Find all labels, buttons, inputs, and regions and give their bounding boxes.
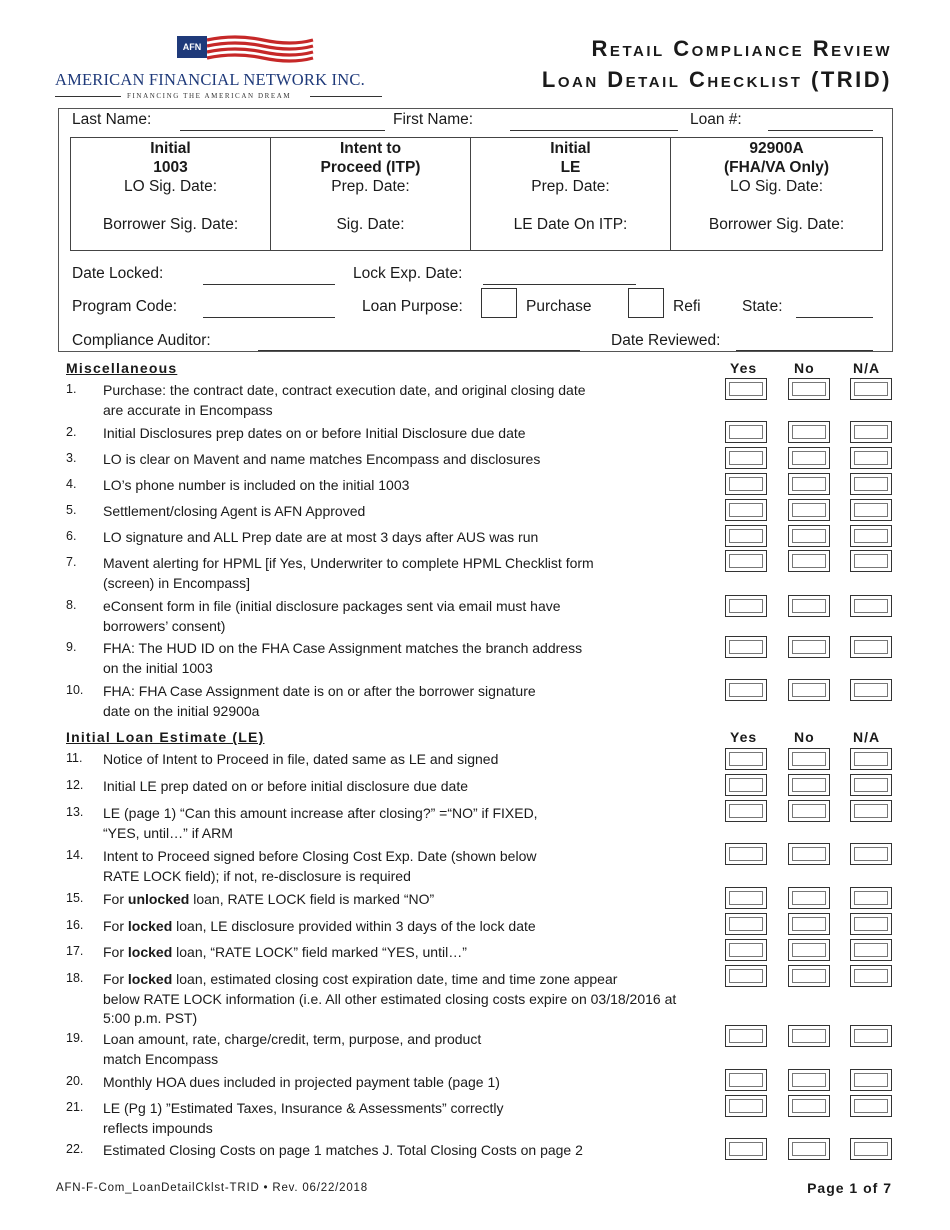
checkbox-no[interactable] xyxy=(788,595,830,617)
page-number: Page 1 of 7 xyxy=(807,1180,892,1196)
last-name-label: Last Name: xyxy=(72,111,152,128)
item-number: 12. xyxy=(66,778,84,792)
page-subtitle: Loan Detail Checklist (TRID) xyxy=(541,67,892,92)
checkbox-no[interactable] xyxy=(788,887,830,909)
checkbox-yes[interactable] xyxy=(725,421,767,443)
section-misc-title: Miscellaneous xyxy=(66,360,178,376)
checklist-item: LE (page 1) “Can this amount increase after closing?” =“NO” if FIXED, “YES, until…” if ARM xyxy=(103,805,538,841)
grid-col-le xyxy=(471,138,671,250)
col-yes-header: Yes xyxy=(730,729,758,745)
grid-header: 92900A (FHA/VA Only) xyxy=(723,140,830,176)
grid-header: Intent to Proceed (ITP) xyxy=(320,140,421,176)
checklist-item: Loan amount, rate, charge/credit, term, purpose, and product match Encompass xyxy=(103,1031,482,1067)
checkbox-yes[interactable] xyxy=(725,748,767,770)
checklist-item: LO is clear on Mavent and name matches Encompass and disclosures xyxy=(103,451,541,467)
checkbox-no[interactable] xyxy=(788,525,830,547)
checklist-item: For locked loan, LE disclosure provided within 3 days of the lock date xyxy=(103,918,536,934)
checkbox-na[interactable] xyxy=(850,748,892,770)
first-name-label: First Name: xyxy=(393,111,474,128)
item-number: 4. xyxy=(66,477,77,491)
checkbox-yes[interactable] xyxy=(725,1025,767,1047)
checklist-item: Purchase: the contract date, contract execution date, and original closing date are accurate in Encompass xyxy=(103,382,586,418)
item-number: 10. xyxy=(66,683,84,697)
checkbox-na[interactable] xyxy=(850,550,892,572)
col-na-header: N/A xyxy=(853,360,881,376)
date-reviewed-label: Date Reviewed: xyxy=(611,332,721,349)
checkbox-na[interactable] xyxy=(850,679,892,701)
checkbox-yes[interactable] xyxy=(725,499,767,521)
date-reviewed-field[interactable] xyxy=(736,350,873,351)
item-number: 22. xyxy=(66,1142,84,1156)
flag-stripes-icon xyxy=(205,34,315,64)
grid-col-itp xyxy=(271,138,471,250)
checklist-item: FHA: The HUD ID on the FHA Case Assignment matches the branch address on the initial 1003 xyxy=(103,640,583,676)
logo-abbr: AFN xyxy=(177,36,207,58)
grid-header: Initial LE xyxy=(550,140,591,176)
grid-col-92900a xyxy=(671,138,882,250)
item-number: 14. xyxy=(66,848,84,862)
checkbox-na[interactable] xyxy=(850,447,892,469)
item-number: 5. xyxy=(66,503,77,517)
checkbox-yes[interactable] xyxy=(725,473,767,495)
auditor-label: Compliance Auditor: xyxy=(72,332,211,349)
loan-number-field[interactable] xyxy=(768,130,873,131)
refi-checkbox[interactable] xyxy=(628,288,664,318)
form-id: AFN-F-Com_LoanDetailCklst-TRID • Rev. 06/22/2018 xyxy=(56,1182,368,1194)
program-code-label: Program Code: xyxy=(72,298,178,315)
item-number: 6. xyxy=(66,529,77,543)
checkbox-yes[interactable] xyxy=(725,774,767,796)
checkbox-no[interactable] xyxy=(788,499,830,521)
checkbox-na[interactable] xyxy=(850,473,892,495)
company-logo xyxy=(55,32,385,104)
checklist-item: Intent to Proceed signed before Closing Cost Exp. Date (shown below RATE LOCK field); if not, re-disclosure is required xyxy=(103,848,537,884)
checklist-item: FHA: FHA Case Assignment date is on or after the borrower signature date on the initial 92900a xyxy=(103,683,536,719)
checkbox-yes[interactable] xyxy=(725,887,767,909)
item-number: 11. xyxy=(66,751,83,765)
checkbox-yes[interactable] xyxy=(725,1069,767,1091)
checkbox-no[interactable] xyxy=(788,421,830,443)
purchase-checkbox[interactable] xyxy=(481,288,517,318)
checkbox-na[interactable] xyxy=(850,378,892,400)
checkbox-no[interactable] xyxy=(788,1095,830,1117)
checklist-item: For locked loan, estimated closing cost expiration date, time and time zone appear below RATE LOCK information (i.e. All other estimated closing costs expire on 03/18/2016 at 5:00 p.m. PST) xyxy=(103,971,677,1026)
checkbox-na[interactable] xyxy=(850,800,892,822)
checklist-item: LO signature and ALL Prep date are at most 3 days after AUS was run xyxy=(103,529,539,545)
checkbox-yes[interactable] xyxy=(725,965,767,987)
loan-number-label: Loan #: xyxy=(690,111,742,128)
grid-cell-label[interactable]: Sig. Date: xyxy=(336,216,405,233)
checkbox-no[interactable] xyxy=(788,473,830,495)
checklist-item: Estimated Closing Costs on page 1 matches J. Total Closing Costs on page 2 xyxy=(103,1142,583,1158)
checkbox-yes[interactable] xyxy=(725,843,767,865)
checkbox-na[interactable] xyxy=(850,1138,892,1160)
first-name-field[interactable] xyxy=(510,130,678,131)
checklist-item: Monthly HOA dues included in projected payment table (page 1) xyxy=(103,1074,500,1090)
checkbox-no[interactable] xyxy=(788,939,830,961)
purchase-label: Purchase xyxy=(526,298,592,315)
grid-cell-label[interactable]: Prep. Date: xyxy=(531,178,610,195)
col-na-header: N/A xyxy=(853,729,881,745)
checkbox-no[interactable] xyxy=(788,1025,830,1047)
grid-cell-label[interactable]: LO Sig. Date: xyxy=(729,178,824,195)
program-code-field[interactable] xyxy=(203,317,335,318)
checkbox-yes[interactable] xyxy=(725,595,767,617)
item-number: 3. xyxy=(66,451,77,465)
checkbox-yes[interactable] xyxy=(725,447,767,469)
checkbox-na[interactable] xyxy=(850,595,892,617)
item-number: 1. xyxy=(66,382,77,396)
col-yes-header: Yes xyxy=(730,360,758,376)
grid-cell-label[interactable]: Borrower Sig. Date: xyxy=(708,216,845,233)
checkbox-na[interactable] xyxy=(850,636,892,658)
checklist-item: Mavent alerting for HPML [if Yes, Underwriter to complete HPML Checklist form (screen) in Encompass] xyxy=(103,555,594,591)
company-name: AMERICAN FINANCIAL NETWORK INC. xyxy=(55,70,365,89)
item-number: 15. xyxy=(66,891,84,905)
checkbox-na[interactable] xyxy=(850,965,892,987)
item-number: 19. xyxy=(66,1031,84,1045)
checkbox-yes[interactable] xyxy=(725,1138,767,1160)
checklist-item: LE (Pg 1) ”Estimated Taxes, Insurance & Assessments” correctly reflects impounds xyxy=(103,1100,504,1136)
item-number: 9. xyxy=(66,640,77,654)
checkbox-na[interactable] xyxy=(850,1025,892,1047)
item-number: 17. xyxy=(66,944,84,958)
checkbox-na[interactable] xyxy=(850,1069,892,1091)
checkbox-yes[interactable] xyxy=(725,1095,767,1117)
grid-cell-label[interactable]: LO Sig. Date: xyxy=(123,178,218,195)
checkbox-no[interactable] xyxy=(788,1138,830,1160)
item-number: 7. xyxy=(66,555,77,569)
checkbox-na[interactable] xyxy=(850,1095,892,1117)
grid-cell-label[interactable]: LE Date On ITP: xyxy=(513,216,628,233)
item-number: 21. xyxy=(66,1100,84,1114)
checkbox-na[interactable] xyxy=(850,421,892,443)
checkbox-yes[interactable] xyxy=(725,378,767,400)
checkbox-na[interactable] xyxy=(850,843,892,865)
grid-cell-label[interactable]: Prep. Date: xyxy=(331,178,410,195)
checkbox-no[interactable] xyxy=(788,1069,830,1091)
lock-exp-field[interactable] xyxy=(483,284,636,285)
grid-header: Initial 1003 xyxy=(150,140,191,176)
lock-exp-label: Lock Exp. Date: xyxy=(353,265,463,282)
item-number: 13. xyxy=(66,805,84,819)
checkbox-yes[interactable] xyxy=(725,679,767,701)
item-number: 8. xyxy=(66,598,77,612)
checklist-item: eConsent form in file (initial disclosure packages sent via email must have borrowers’ consent) xyxy=(103,598,561,634)
checkbox-yes[interactable] xyxy=(725,636,767,658)
checkbox-no[interactable] xyxy=(788,636,830,658)
date-locked-field[interactable] xyxy=(203,284,335,285)
checklist-item: For unlocked loan, RATE LOCK field is marked “NO” xyxy=(103,891,435,907)
section-initial-le-title: Initial Loan Estimate (LE) xyxy=(66,729,265,745)
checkbox-yes[interactable] xyxy=(725,525,767,547)
checkbox-yes[interactable] xyxy=(725,939,767,961)
refi-label: Refi xyxy=(673,298,701,315)
checkbox-yes[interactable] xyxy=(725,913,767,935)
checkbox-yes[interactable] xyxy=(725,800,767,822)
auditor-field[interactable] xyxy=(258,350,580,351)
state-label: State: xyxy=(742,298,783,315)
col-no-header: No xyxy=(794,360,815,376)
checkbox-no[interactable] xyxy=(788,447,830,469)
checkbox-no[interactable] xyxy=(788,913,830,935)
checkbox-na[interactable] xyxy=(850,525,892,547)
dates-grid xyxy=(70,137,883,251)
loan-purpose-label: Loan Purpose: xyxy=(362,298,463,315)
checkbox-na[interactable] xyxy=(850,913,892,935)
checkbox-no[interactable] xyxy=(788,378,830,400)
checkbox-no[interactable] xyxy=(788,843,830,865)
checkbox-na[interactable] xyxy=(850,499,892,521)
checkbox-no[interactable] xyxy=(788,748,830,770)
page-title: Retail Compliance Review xyxy=(591,36,892,61)
grid-col-1003 xyxy=(71,138,271,250)
checklist-item: Initial LE prep dated on or before initial disclosure due date xyxy=(103,778,469,794)
checkbox-no[interactable] xyxy=(788,965,830,987)
divider xyxy=(310,96,382,97)
checkbox-no[interactable] xyxy=(788,774,830,796)
checklist-item: For locked loan, “RATE LOCK” field marked “YES, until…” xyxy=(103,944,467,960)
checklist-item: Settlement/closing Agent is AFN Approved xyxy=(103,503,366,519)
tagline: FINANCING THE AMERICAN DREAM xyxy=(127,92,292,100)
checkbox-na[interactable] xyxy=(850,887,892,909)
date-locked-label: Date Locked: xyxy=(72,265,164,282)
checklist-item: Notice of Intent to Proceed in file, dated same as LE and signed xyxy=(103,751,499,767)
checkbox-na[interactable] xyxy=(850,774,892,796)
col-no-header: No xyxy=(794,729,815,745)
grid-cell-label[interactable]: Borrower Sig. Date: xyxy=(102,216,239,233)
checkbox-no[interactable] xyxy=(788,800,830,822)
item-number: 20. xyxy=(66,1074,84,1088)
last-name-field[interactable] xyxy=(180,130,385,131)
checkbox-no[interactable] xyxy=(788,550,830,572)
state-field[interactable] xyxy=(796,317,873,318)
checkbox-na[interactable] xyxy=(850,939,892,961)
checkbox-no[interactable] xyxy=(788,679,830,701)
item-number: 16. xyxy=(66,918,84,932)
checkbox-yes[interactable] xyxy=(725,550,767,572)
checklist-item: Initial Disclosures prep dates on or before Initial Disclosure due date xyxy=(103,425,526,441)
divider xyxy=(55,96,121,97)
item-number: 18. xyxy=(66,971,84,985)
item-number: 2. xyxy=(66,425,77,439)
checklist-item: LO’s phone number is included on the initial 1003 xyxy=(103,477,410,493)
